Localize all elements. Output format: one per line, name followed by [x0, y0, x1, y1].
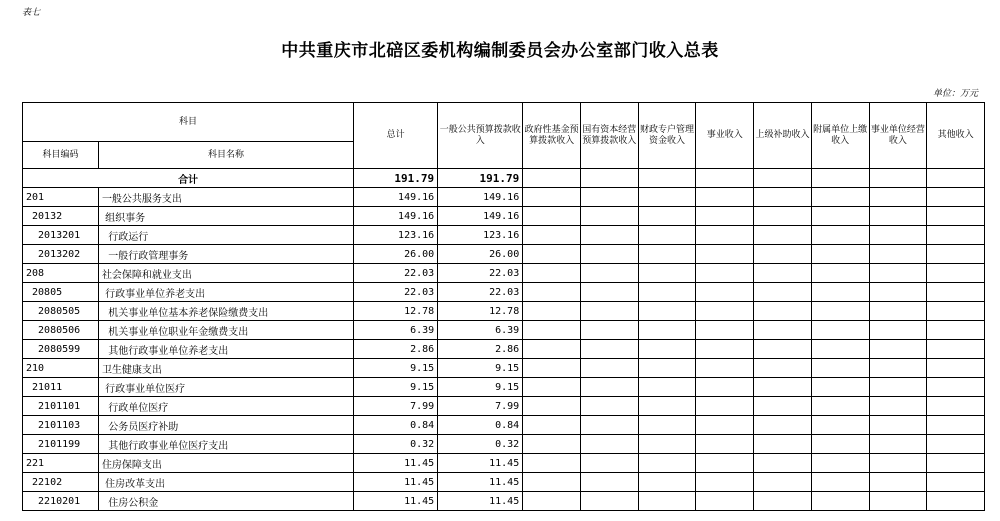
amount-general: 149.16: [438, 188, 523, 207]
empty-cell: [927, 416, 985, 435]
empty-cell: [811, 264, 869, 283]
empty-cell: [869, 492, 927, 511]
subject-code: 2210201: [23, 492, 99, 511]
header-total: 总计: [354, 103, 438, 169]
amount-general: 11.45: [438, 454, 523, 473]
empty-cell: [580, 226, 638, 245]
empty-cell: [869, 340, 927, 359]
empty-cell: [754, 416, 812, 435]
empty-cell: [811, 169, 869, 188]
total-general: 191.79: [438, 169, 523, 188]
table-row: [23, 245, 985, 264]
empty-cell: [580, 416, 638, 435]
subject-code: 2101101: [23, 397, 99, 416]
amount-general: 11.45: [438, 492, 523, 511]
empty-cell: [638, 378, 696, 397]
empty-cell: [754, 188, 812, 207]
subject-name: 公务员医疗补助: [98, 416, 353, 435]
empty-cell: [754, 397, 812, 416]
amount-total: 7.99: [354, 397, 438, 416]
amount-total: 26.00: [354, 245, 438, 264]
empty-cell: [523, 492, 581, 511]
empty-cell: [869, 416, 927, 435]
amount-general: 149.16: [438, 207, 523, 226]
empty-cell: [523, 378, 581, 397]
empty-cell: [580, 378, 638, 397]
empty-cell: [638, 435, 696, 454]
empty-cell: [754, 226, 812, 245]
empty-cell: [754, 169, 812, 188]
amount-total: 11.45: [354, 473, 438, 492]
empty-cell: [638, 264, 696, 283]
empty-cell: [927, 397, 985, 416]
empty-cell: [869, 245, 927, 264]
header-name: 科目名称: [98, 142, 353, 169]
empty-cell: [580, 302, 638, 321]
table-row: [23, 321, 985, 340]
table-row: [23, 359, 985, 378]
income-summary-table: [22, 102, 985, 511]
subject-name: 组织事务: [98, 207, 353, 226]
amount-total: 9.15: [354, 359, 438, 378]
subject-name: 行政单位医疗: [98, 397, 353, 416]
amount-total: 0.84: [354, 416, 438, 435]
amount-total: 22.03: [354, 283, 438, 302]
empty-cell: [580, 321, 638, 340]
empty-cell: [754, 321, 812, 340]
empty-cell: [754, 454, 812, 473]
header-code: 科目编码: [23, 142, 99, 169]
empty-cell: [638, 492, 696, 511]
empty-cell: [869, 207, 927, 226]
amount-total: 22.03: [354, 264, 438, 283]
empty-cell: [638, 169, 696, 188]
amount-general: 0.32: [438, 435, 523, 454]
amount-general: 0.84: [438, 416, 523, 435]
empty-cell: [754, 302, 812, 321]
empty-cell: [927, 435, 985, 454]
empty-cell: [696, 454, 754, 473]
empty-cell: [927, 302, 985, 321]
table-row: [23, 492, 985, 511]
amount-general: 6.39: [438, 321, 523, 340]
subject-name: 住房保障支出: [98, 454, 353, 473]
empty-cell: [927, 454, 985, 473]
subject-code: 208: [23, 264, 99, 283]
empty-cell: [696, 321, 754, 340]
empty-cell: [638, 454, 696, 473]
subject-code: 2080599: [23, 340, 99, 359]
empty-cell: [927, 492, 985, 511]
empty-cell: [811, 359, 869, 378]
empty-cell: [811, 207, 869, 226]
amount-total: 2.86: [354, 340, 438, 359]
table-row: [23, 416, 985, 435]
subject-code: 2101103: [23, 416, 99, 435]
empty-cell: [927, 321, 985, 340]
subject-name: 机关事业单位职业年金缴费支出: [98, 321, 353, 340]
empty-cell: [523, 207, 581, 226]
empty-cell: [638, 283, 696, 302]
empty-cell: [869, 188, 927, 207]
empty-cell: [927, 245, 985, 264]
table-row: [23, 397, 985, 416]
empty-cell: [523, 302, 581, 321]
empty-cell: [523, 340, 581, 359]
empty-cell: [638, 188, 696, 207]
subject-name: 行政运行: [98, 226, 353, 245]
empty-cell: [580, 397, 638, 416]
empty-cell: [638, 416, 696, 435]
amount-total: 6.39: [354, 321, 438, 340]
empty-cell: [523, 264, 581, 283]
header-gov-fund: 政府性基金预算拨款收入: [523, 103, 581, 169]
empty-cell: [811, 188, 869, 207]
empty-cell: [754, 435, 812, 454]
empty-cell: [927, 359, 985, 378]
table-row: [23, 302, 985, 321]
table-row: [23, 188, 985, 207]
subject-name: 行政事业单位医疗: [98, 378, 353, 397]
empty-cell: [869, 321, 927, 340]
empty-cell: [523, 226, 581, 245]
subject-name: 卫生健康支出: [98, 359, 353, 378]
empty-cell: [754, 264, 812, 283]
subject-name: 机关事业单位基本养老保险缴费支出: [98, 302, 353, 321]
empty-cell: [696, 264, 754, 283]
page-title: 中共重庆市北碚区委机构编制委员会办公室部门收入总表: [281, 41, 719, 61]
empty-cell: [638, 226, 696, 245]
table-row: [23, 207, 985, 226]
amount-general: 9.15: [438, 359, 523, 378]
empty-cell: [638, 207, 696, 226]
empty-cell: [811, 492, 869, 511]
empty-cell: [811, 397, 869, 416]
empty-cell: [580, 473, 638, 492]
empty-cell: [638, 340, 696, 359]
empty-cell: [811, 302, 869, 321]
empty-cell: [869, 169, 927, 188]
header-business-income: 事业收入: [696, 103, 754, 169]
header-state-capital: 国有资本经营预算拨款收入: [580, 103, 638, 169]
header-subsidy: 上级补助收入: [754, 103, 812, 169]
empty-cell: [580, 207, 638, 226]
empty-cell: [869, 473, 927, 492]
amount-general: 7.99: [438, 397, 523, 416]
subject-code: 221: [23, 454, 99, 473]
empty-cell: [811, 340, 869, 359]
empty-cell: [523, 454, 581, 473]
empty-cell: [523, 245, 581, 264]
empty-cell: [927, 283, 985, 302]
table-row: [23, 378, 985, 397]
amount-total: 123.16: [354, 226, 438, 245]
amount-total: 149.16: [354, 188, 438, 207]
total-sum: 191.79: [354, 169, 438, 188]
table-row: [23, 473, 985, 492]
empty-cell: [580, 188, 638, 207]
amount-general: 2.86: [438, 340, 523, 359]
empty-cell: [580, 340, 638, 359]
empty-cell: [523, 321, 581, 340]
empty-cell: [523, 397, 581, 416]
subject-name: 住房公积金: [98, 492, 353, 511]
empty-cell: [696, 207, 754, 226]
empty-cell: [696, 416, 754, 435]
empty-cell: [696, 226, 754, 245]
empty-cell: [523, 359, 581, 378]
empty-cell: [580, 359, 638, 378]
empty-cell: [927, 188, 985, 207]
empty-cell: [523, 169, 581, 188]
empty-cell: [927, 378, 985, 397]
empty-cell: [523, 188, 581, 207]
table-row: [23, 226, 985, 245]
empty-cell: [811, 416, 869, 435]
unit-label: 单位：万元: [932, 89, 978, 99]
empty-cell: [696, 435, 754, 454]
subject-code: 2013201: [23, 226, 99, 245]
table-row: [23, 283, 985, 302]
empty-cell: [523, 473, 581, 492]
empty-cell: [754, 378, 812, 397]
subject-name: 社会保障和就业支出: [98, 264, 353, 283]
table-number-label: 表七: [22, 8, 41, 18]
empty-cell: [869, 435, 927, 454]
empty-cell: [927, 473, 985, 492]
subject-code: 22102: [23, 473, 99, 492]
empty-cell: [638, 473, 696, 492]
empty-cell: [638, 245, 696, 264]
empty-cell: [696, 397, 754, 416]
empty-cell: [638, 302, 696, 321]
amount-total: 11.45: [354, 454, 438, 473]
empty-cell: [696, 473, 754, 492]
empty-cell: [811, 473, 869, 492]
empty-cell: [811, 245, 869, 264]
empty-cell: [696, 302, 754, 321]
empty-cell: [927, 264, 985, 283]
empty-cell: [696, 245, 754, 264]
empty-cell: [811, 226, 869, 245]
subject-code: 21011: [23, 378, 99, 397]
amount-general: 9.15: [438, 378, 523, 397]
subject-name: 住房改革支出: [98, 473, 353, 492]
empty-cell: [811, 454, 869, 473]
empty-cell: [869, 397, 927, 416]
total-label: 合计: [23, 169, 354, 188]
subject-name: 一般行政管理事务: [98, 245, 353, 264]
empty-cell: [869, 283, 927, 302]
empty-cell: [638, 359, 696, 378]
amount-total: 11.45: [354, 492, 438, 511]
empty-cell: [927, 207, 985, 226]
empty-cell: [580, 245, 638, 264]
empty-cell: [638, 321, 696, 340]
empty-cell: [696, 283, 754, 302]
table-row: [23, 264, 985, 283]
empty-cell: [754, 283, 812, 302]
header-general-budget: 一般公共预算拨款收入: [438, 103, 523, 169]
subject-code: 201: [23, 188, 99, 207]
header-affiliate: 附属单位上缴收入: [811, 103, 869, 169]
empty-cell: [869, 264, 927, 283]
empty-cell: [523, 416, 581, 435]
empty-cell: [523, 435, 581, 454]
empty-cell: [811, 321, 869, 340]
empty-cell: [696, 378, 754, 397]
empty-cell: [754, 245, 812, 264]
empty-cell: [754, 492, 812, 511]
amount-general: 22.03: [438, 264, 523, 283]
amount-general: 11.45: [438, 473, 523, 492]
subject-code: 210: [23, 359, 99, 378]
empty-cell: [927, 340, 985, 359]
table-row: [23, 454, 985, 473]
empty-cell: [696, 492, 754, 511]
amount-general: 12.78: [438, 302, 523, 321]
empty-cell: [927, 226, 985, 245]
header-other: 其他收入: [927, 103, 985, 169]
subject-name: 行政事业单位养老支出: [98, 283, 353, 302]
empty-cell: [811, 435, 869, 454]
header-special-account: 财政专户管理资金收入: [638, 103, 696, 169]
subject-code: 20132: [23, 207, 99, 226]
empty-cell: [696, 188, 754, 207]
subject-name: 其他行政事业单位养老支出: [98, 340, 353, 359]
subject-code: 20805: [23, 283, 99, 302]
empty-cell: [580, 169, 638, 188]
subject-code: 2080506: [23, 321, 99, 340]
subject-code: 2080505: [23, 302, 99, 321]
total-row: [23, 169, 985, 188]
empty-cell: [811, 283, 869, 302]
subject-name: 一般公共服务支出: [98, 188, 353, 207]
empty-cell: [754, 473, 812, 492]
amount-total: 12.78: [354, 302, 438, 321]
empty-cell: [927, 169, 985, 188]
amount-general: 26.00: [438, 245, 523, 264]
empty-cell: [754, 340, 812, 359]
subject-name: 其他行政事业单位医疗支出: [98, 435, 353, 454]
empty-cell: [869, 226, 927, 245]
empty-cell: [811, 378, 869, 397]
empty-cell: [696, 169, 754, 188]
subject-code: 2013202: [23, 245, 99, 264]
empty-cell: [580, 264, 638, 283]
header-subject: 科目: [23, 103, 354, 142]
empty-cell: [638, 397, 696, 416]
empty-cell: [580, 454, 638, 473]
empty-cell: [754, 359, 812, 378]
amount-general: 22.03: [438, 283, 523, 302]
empty-cell: [869, 302, 927, 321]
header-operation: 事业单位经营收入: [869, 103, 927, 169]
amount-total: 149.16: [354, 207, 438, 226]
subject-code: 2101199: [23, 435, 99, 454]
empty-cell: [696, 340, 754, 359]
amount-total: 9.15: [354, 378, 438, 397]
empty-cell: [869, 359, 927, 378]
table-row: [23, 435, 985, 454]
table-row: [23, 340, 985, 359]
empty-cell: [869, 454, 927, 473]
empty-cell: [869, 378, 927, 397]
empty-cell: [696, 359, 754, 378]
empty-cell: [580, 283, 638, 302]
empty-cell: [754, 207, 812, 226]
amount-total: 0.32: [354, 435, 438, 454]
empty-cell: [580, 435, 638, 454]
empty-cell: [523, 283, 581, 302]
amount-general: 123.16: [438, 226, 523, 245]
empty-cell: [580, 492, 638, 511]
